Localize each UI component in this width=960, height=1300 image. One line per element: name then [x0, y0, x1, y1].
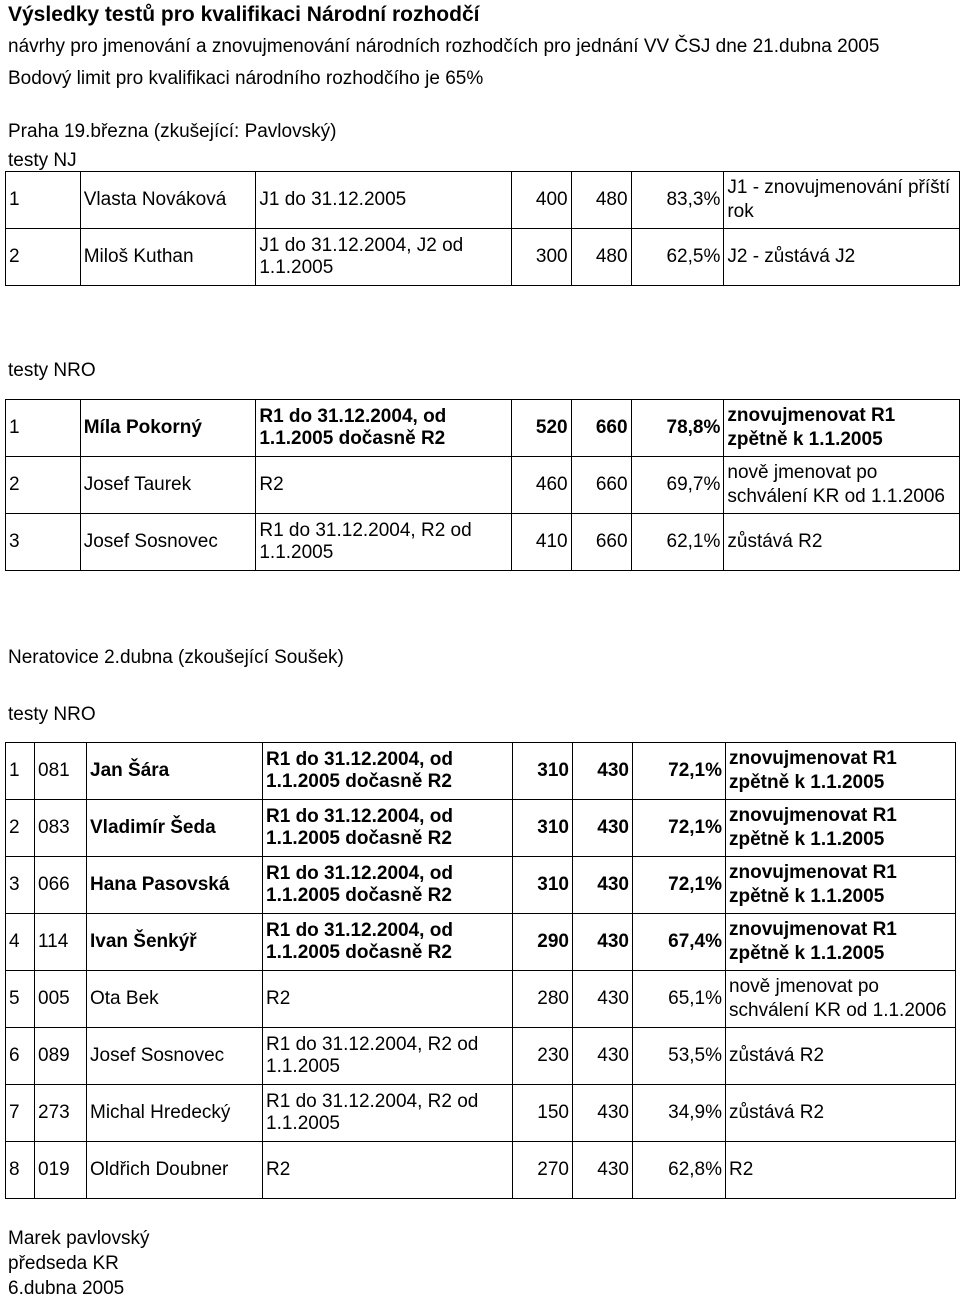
- license-status-text: R2: [266, 1159, 291, 1180]
- test-points-text: 400: [535, 189, 568, 210]
- referee-name-text: Miloš Kuthan: [83, 246, 194, 267]
- percentage-text: 83,3%: [666, 189, 721, 210]
- referee-name: [87, 857, 263, 914]
- max-points-text: 660: [595, 531, 628, 552]
- max-points-text: 480: [595, 189, 628, 210]
- referee-name: [87, 1142, 263, 1199]
- referee-name-text: Josef Sosnovec: [83, 531, 218, 552]
- percentage-text: 72,1%: [668, 874, 722, 895]
- license-status-text: R2: [259, 474, 284, 495]
- percentage-text: 34,9%: [668, 1102, 722, 1123]
- session1-nro-table: [5, 399, 960, 571]
- table-row: [6, 229, 960, 286]
- referee-name: [87, 743, 263, 800]
- referee-code: [35, 800, 87, 857]
- referee-name: [87, 1028, 263, 1085]
- percentage: [631, 514, 724, 571]
- referee-code: [35, 1085, 87, 1142]
- test-points: [511, 229, 571, 286]
- referee-name-text: Ota Bek: [90, 988, 159, 1009]
- referee-name-text: Vlasta Nováková: [83, 189, 227, 210]
- table-row: [6, 400, 960, 457]
- table-row: [6, 857, 956, 914]
- max-points-text: 480: [595, 246, 628, 267]
- referee-code-text: 066: [38, 874, 70, 895]
- referee-code-text: 083: [38, 817, 70, 838]
- referee-code-text: 081: [38, 760, 70, 781]
- referee-code-text: 005: [38, 988, 70, 1009]
- result-note-text: J2 - zůstává J2: [727, 246, 856, 267]
- test-points: [511, 172, 571, 229]
- license-status-text: R1 do 31.12.2004, od 1.1.2005 dočasně R2: [266, 806, 453, 849]
- max-points-text: 660: [595, 474, 628, 495]
- test-points-text: 300: [535, 246, 568, 267]
- row-number-text: 2: [9, 246, 20, 267]
- max-points: [573, 800, 633, 857]
- test-points-text: 310: [537, 874, 569, 895]
- test-points-text: 230: [537, 1045, 569, 1066]
- percentage: [631, 400, 724, 457]
- result-note-text: zůstává R2: [729, 1102, 825, 1123]
- max-points: [573, 857, 633, 914]
- test-points: [511, 514, 571, 571]
- test-points-text: 270: [537, 1159, 569, 1180]
- percentage-text: 62,1%: [666, 531, 721, 552]
- license-status: [263, 1142, 513, 1199]
- row-number-text: 1: [9, 417, 20, 438]
- test-points-text: 280: [537, 988, 569, 1009]
- result-note: [726, 1028, 956, 1085]
- session2-nro-table: [5, 742, 956, 1199]
- test-points: [513, 1028, 573, 1085]
- license-status: [256, 172, 511, 229]
- test-points: [513, 743, 573, 800]
- max-points: [573, 743, 633, 800]
- referee-code: [35, 1142, 87, 1199]
- max-points-text: 430: [597, 1102, 629, 1123]
- row-number: [6, 914, 35, 971]
- row-number: [6, 1142, 35, 1199]
- table-row: [6, 457, 960, 514]
- license-status-text: R1 do 31.12.2004, od 1.1.2005 dočasně R2: [266, 863, 453, 906]
- result-note: [724, 457, 960, 514]
- result-note: [726, 800, 956, 857]
- test-points: [513, 857, 573, 914]
- percentage: [631, 457, 724, 514]
- points-limit: Bodový limit pro kvalifikaci národního rozhodčího je 65%: [8, 68, 484, 89]
- row-number: [6, 1028, 35, 1085]
- max-points-text: 430: [597, 1045, 629, 1066]
- signature-role: předseda KR: [8, 1253, 119, 1274]
- row-number: [6, 229, 81, 286]
- table-row: [6, 1028, 956, 1085]
- row-number-text: 2: [9, 817, 20, 838]
- result-note-text: J1 - znovujmenování příští rok: [727, 177, 951, 222]
- percentage-text: 67,4%: [668, 931, 722, 952]
- referee-name-text: Jan Šára: [90, 760, 170, 781]
- license-status: [256, 514, 511, 571]
- license-status: [263, 971, 513, 1028]
- max-points-text: 430: [597, 1159, 629, 1180]
- max-points: [573, 1085, 633, 1142]
- referee-code: [35, 743, 87, 800]
- max-points: [573, 1142, 633, 1199]
- referee-name-text: Josef Sosnovec: [90, 1045, 225, 1066]
- row-number: [6, 400, 81, 457]
- referee-code: [35, 971, 87, 1028]
- test-points: [511, 400, 571, 457]
- table-row: [6, 800, 956, 857]
- row-number: [6, 1085, 35, 1142]
- referee-code: [35, 914, 87, 971]
- session2-nro-label: testy NRO: [8, 704, 96, 725]
- table-row: [6, 172, 960, 229]
- max-points-text: 660: [595, 417, 628, 438]
- session1-nj-table: [5, 171, 960, 286]
- max-points: [571, 229, 631, 286]
- referee-name-text: Josef Taurek: [83, 474, 192, 495]
- test-points-text: 520: [535, 417, 568, 438]
- referee-name-text: Oldřich Doubner: [90, 1159, 229, 1180]
- max-points-text: 430: [597, 988, 629, 1009]
- percentage: [633, 743, 726, 800]
- referee-name: [87, 800, 263, 857]
- result-note: [726, 914, 956, 971]
- referee-name-text: Michal Hredecký: [90, 1102, 231, 1123]
- test-points: [513, 1142, 573, 1199]
- percentage: [633, 857, 726, 914]
- session1-nj-label: testy NJ: [8, 150, 77, 171]
- license-status: [256, 457, 511, 514]
- row-number-text: 2: [9, 474, 20, 495]
- result-note: [724, 229, 960, 286]
- result-note: [726, 1142, 956, 1199]
- referee-name: [80, 400, 256, 457]
- result-note: [724, 514, 960, 571]
- percentage-text: 53,5%: [668, 1045, 722, 1066]
- row-number: [6, 172, 81, 229]
- license-status-text: R1 do 31.12.2004, od 1.1.2005 dočasně R2: [266, 749, 453, 792]
- license-status-text: R2: [266, 988, 291, 1009]
- result-note-text: nově jmenovat po schválení KR od 1.1.2006: [729, 976, 947, 1021]
- max-points: [571, 400, 631, 457]
- referee-code: [35, 1028, 87, 1085]
- max-points-text: 430: [597, 931, 629, 952]
- table-row: [6, 514, 960, 571]
- percentage-text: 69,7%: [666, 474, 721, 495]
- test-points: [511, 457, 571, 514]
- test-points: [513, 914, 573, 971]
- license-status-text: J1 do 31.12.2004, J2 od 1.1.2005: [259, 235, 464, 278]
- result-note-text: znovujmenovat R1 zpětně k 1.1.2005: [729, 748, 897, 793]
- referee-name: [80, 172, 256, 229]
- result-note: [726, 1085, 956, 1142]
- test-points-text: 150: [537, 1102, 569, 1123]
- test-points-text: 310: [537, 817, 569, 838]
- table-row: [6, 1142, 956, 1199]
- test-points-text: 410: [535, 531, 568, 552]
- license-status: [263, 800, 513, 857]
- referee-name-text: Vladimír Šeda: [90, 817, 216, 838]
- result-note-text: znovujmenovat R1 zpětně k 1.1.2005: [729, 919, 897, 964]
- license-status-text: R1 do 31.12.2004, R2 od 1.1.2005: [259, 520, 472, 563]
- referee-name-text: Hana Pasovská: [90, 874, 230, 895]
- license-status: [263, 914, 513, 971]
- document-subtitle: návrhy pro jmenování a znovujmenování národních rozhodčích pro jednání VV ČSJ dne 21.dubna 2005: [8, 36, 880, 57]
- result-note: [726, 743, 956, 800]
- license-status-text: J1 do 31.12.2005: [259, 189, 407, 210]
- max-points-text: 430: [597, 817, 629, 838]
- referee-name: [80, 514, 256, 571]
- row-number: [6, 971, 35, 1028]
- row-number: [6, 457, 81, 514]
- max-points: [573, 971, 633, 1028]
- license-status-text: R1 do 31.12.2004, R2 od 1.1.2005: [266, 1034, 479, 1077]
- percentage: [633, 971, 726, 1028]
- result-note: [724, 172, 960, 229]
- max-points: [573, 1028, 633, 1085]
- test-points-text: 310: [537, 760, 569, 781]
- percentage: [633, 1028, 726, 1085]
- row-number-text: 8: [9, 1159, 20, 1180]
- result-note-text: zůstává R2: [727, 531, 823, 552]
- percentage-text: 65,1%: [668, 988, 722, 1009]
- percentage-text: 72,1%: [668, 817, 722, 838]
- row-number-text: 3: [9, 874, 20, 895]
- license-status-text: R1 do 31.12.2004, od 1.1.2005 dočasně R2: [259, 406, 447, 449]
- result-note: [726, 857, 956, 914]
- percentage: [633, 914, 726, 971]
- result-note-text: nově jmenovat po schválení KR od 1.1.2006: [727, 462, 945, 507]
- license-status: [263, 857, 513, 914]
- row-number: [6, 743, 35, 800]
- referee-name: [80, 457, 256, 514]
- referee-name: [87, 971, 263, 1028]
- max-points: [571, 172, 631, 229]
- session2-heading: Neratovice 2.dubna (zkoušející Soušek): [8, 647, 344, 668]
- signature-date: 6.dubna 2005: [8, 1278, 125, 1299]
- table-row: [6, 743, 956, 800]
- max-points: [571, 457, 631, 514]
- max-points-text: 430: [597, 874, 629, 895]
- percentage-text: 72,1%: [668, 760, 722, 781]
- table-row: [6, 971, 956, 1028]
- row-number-text: 6: [9, 1045, 20, 1066]
- referee-code-text: 273: [38, 1102, 70, 1123]
- document-title: Výsledky testů pro kvalifikaci Národní rozhodčí: [8, 3, 480, 26]
- referee-name: [80, 229, 256, 286]
- result-note-text: znovujmenovat R1 zpětně k 1.1.2005: [729, 862, 897, 907]
- table-row: [6, 1085, 956, 1142]
- result-note-text: zůstává R2: [729, 1045, 825, 1066]
- test-points: [513, 971, 573, 1028]
- row-number: [6, 857, 35, 914]
- percentage-text: 78,8%: [666, 417, 721, 438]
- result-note: [724, 400, 960, 457]
- referee-code-text: 114: [38, 931, 69, 952]
- result-note: [726, 971, 956, 1028]
- max-points: [571, 514, 631, 571]
- license-status: [263, 743, 513, 800]
- row-number-text: 7: [9, 1102, 20, 1123]
- percentage: [631, 229, 724, 286]
- row-number-text: 1: [9, 189, 20, 210]
- result-note-text: R2: [729, 1159, 754, 1180]
- test-points: [513, 800, 573, 857]
- result-note-text: znovujmenovat R1 zpětně k 1.1.2005: [729, 805, 897, 850]
- license-status: [263, 1085, 513, 1142]
- row-number-text: 3: [9, 531, 20, 552]
- row-number-text: 5: [9, 988, 20, 1009]
- referee-code-text: 019: [38, 1159, 70, 1180]
- table-row: [6, 914, 956, 971]
- session1-heading: Praha 19.března (zkušející: Pavlovský): [8, 121, 337, 142]
- session1-nro-label: testy NRO: [8, 360, 96, 381]
- signature-name: Marek pavlovský: [8, 1228, 150, 1249]
- license-status: [263, 1028, 513, 1085]
- referee-code-text: 089: [38, 1045, 70, 1066]
- test-points-text: 290: [537, 931, 569, 952]
- percentage: [631, 172, 724, 229]
- result-note-text: znovujmenovat R1 zpětně k 1.1.2005: [727, 405, 896, 450]
- percentage: [633, 1142, 726, 1199]
- license-status-text: R1 do 31.12.2004, od 1.1.2005 dočasně R2: [266, 920, 453, 963]
- max-points-text: 430: [597, 760, 629, 781]
- referee-name-text: Míla Pokorný: [83, 417, 202, 438]
- row-number: [6, 514, 81, 571]
- percentage: [633, 800, 726, 857]
- license-status: [256, 400, 511, 457]
- row-number-text: 1: [9, 760, 20, 781]
- test-points-text: 460: [535, 474, 568, 495]
- referee-name-text: Ivan Šenkýř: [90, 931, 197, 952]
- percentage: [633, 1085, 726, 1142]
- test-points: [513, 1085, 573, 1142]
- referee-name: [87, 1085, 263, 1142]
- max-points: [573, 914, 633, 971]
- row-number: [6, 800, 35, 857]
- referee-code: [35, 857, 87, 914]
- license-status-text: R1 do 31.12.2004, R2 od 1.1.2005: [266, 1091, 479, 1134]
- referee-name: [87, 914, 263, 971]
- license-status: [256, 229, 511, 286]
- percentage-text: 62,5%: [666, 246, 721, 267]
- percentage-text: 62,8%: [668, 1159, 722, 1180]
- row-number-text: 4: [9, 931, 20, 952]
